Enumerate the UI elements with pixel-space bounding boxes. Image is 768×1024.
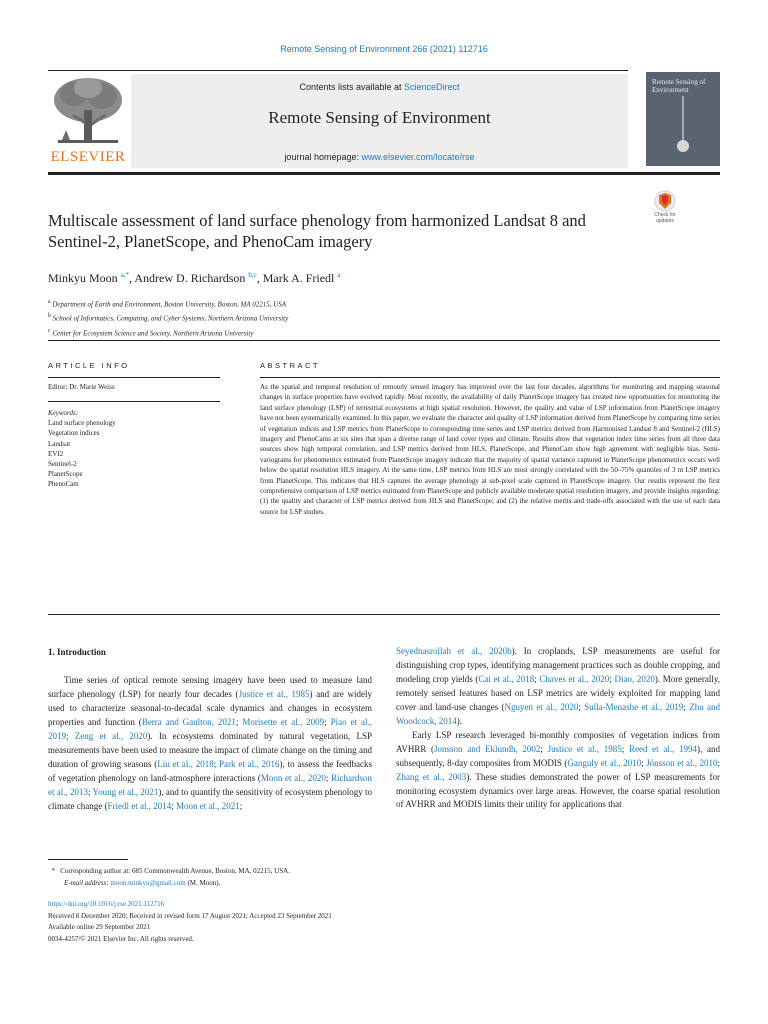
text-run: ), and subsequently, 8-day composites from MODIS ( bbox=[396, 743, 720, 768]
paragraph bbox=[48, 674, 372, 814]
sciencedirect-link[interactable]: ScienceDirect bbox=[404, 82, 460, 92]
contents-line: Contents lists available at ScienceDirect bbox=[299, 82, 460, 92]
footnotes bbox=[48, 865, 290, 889]
publisher-name: ELSEVIER bbox=[50, 149, 126, 165]
text-run: ; bbox=[540, 743, 548, 754]
cover-art-icon bbox=[646, 72, 720, 166]
author-affiliation-marker[interactable]: b,c bbox=[248, 271, 257, 279]
text-run: ; bbox=[641, 757, 647, 768]
citation-link[interactable]: Zhang et al., 2003 bbox=[396, 771, 467, 782]
keyword[interactable]: EVI2 bbox=[48, 449, 64, 458]
affiliation: $^a$ Department of Earth and Environment, Boston University, Boston, MA 02215, USA bbox=[48, 299, 287, 309]
citation-link[interactable]: Friedl et al., 2014 bbox=[107, 800, 172, 811]
author-affiliation-marker[interactable]: a,* bbox=[120, 271, 130, 279]
text-run: ; bbox=[717, 757, 720, 768]
abstract-rule bbox=[260, 377, 720, 378]
publication-info bbox=[48, 899, 332, 945]
section-heading-introduction: 1. Introduction bbox=[48, 647, 106, 657]
citation-link[interactable]: Reed et al., 1994 bbox=[628, 743, 698, 754]
email-link[interactable]: moon.minkyu@gmail.com bbox=[110, 879, 186, 887]
text-run: ). In croplands, LSP measurements are useful for distinguishing crop types, identifying management practices such as double cropping, and modeling crop yields ( bbox=[396, 646, 720, 684]
keyword[interactable]: PlanetScope bbox=[48, 470, 83, 479]
affiliation-list bbox=[48, 296, 288, 339]
text-run: Time series of optical remote sensing imagery have been used to measure land surface phenology (LSP) for nearly four decades ( bbox=[48, 674, 372, 699]
author-name[interactable]: Andrew D. Richardson bbox=[134, 271, 246, 285]
cover-title: Remote Sensing of Environment bbox=[652, 78, 706, 94]
keywords-block bbox=[48, 408, 116, 490]
citation-link[interactable]: Moon et al., 2021 bbox=[175, 800, 240, 811]
citation-link[interactable]: Justice et al., 1985 bbox=[238, 688, 310, 699]
journal-citation[interactable]: Remote Sensing of Environment 266 (2021) 112716 bbox=[280, 44, 488, 54]
citation-link[interactable]: Seyednasrollah et al., 2020b bbox=[396, 646, 512, 656]
author-affiliation-marker[interactable]: a bbox=[337, 271, 341, 279]
citation-link[interactable]: Jonsson and Eklundh, 2002 bbox=[434, 743, 541, 754]
keyword[interactable]: Sentinel-2 bbox=[48, 460, 77, 469]
text-run: ; bbox=[235, 716, 243, 727]
citation-link[interactable]: Sulla-Menashe et al., 2019 bbox=[584, 701, 684, 712]
citation-link[interactable]: Zeng et al., 2020 bbox=[74, 730, 148, 741]
text-run: ; bbox=[325, 772, 331, 783]
author-name[interactable]: Minkyu Moon bbox=[48, 271, 118, 285]
keyword[interactable]: Vegetation indices bbox=[48, 429, 100, 438]
text-run: ). These studies demonstrated the power of LSP measurements for monitoring ecosystem dynamics over large areas. However, the coarse spatial resolution of AVHRR and MODIS limits their utility for applications that bbox=[396, 771, 720, 810]
keyword[interactable]: PhenoCam bbox=[48, 480, 79, 489]
check-for-updates-badge[interactable] bbox=[648, 190, 682, 232]
citation-link[interactable]: Park et al., 2016 bbox=[219, 758, 280, 769]
citation-link[interactable]: Zhu and Woodcock, 2014 bbox=[396, 701, 720, 726]
text-run: ; bbox=[239, 800, 243, 811]
paragraph bbox=[396, 645, 720, 729]
citation-link[interactable]: Chaves et al., 2020 bbox=[539, 673, 610, 684]
text-run: ; bbox=[171, 800, 176, 811]
doi-link[interactable]: https://doi.org/10.1016/j.rse.2021.112716 bbox=[48, 900, 165, 908]
header-top-rule bbox=[48, 70, 628, 71]
abstract-label: ABSTRACT bbox=[260, 361, 321, 370]
text-run: ). bbox=[456, 715, 463, 726]
citation-link[interactable]: Ganguly et al., 2010 bbox=[567, 757, 642, 768]
article-title: Multiscale assessment of land surface phenology from harmonized Landsat 8 and Sentinel-2, PlanetScope, and PhenoCam imagery bbox=[48, 211, 586, 251]
citation-link[interactable]: Cai et al., 2018 bbox=[478, 673, 535, 684]
citation-link[interactable]: Berra and Gaulton, 2021 bbox=[141, 716, 236, 727]
keyword[interactable]: Land surface phenology bbox=[48, 419, 116, 428]
text-run: ; bbox=[534, 673, 540, 684]
abstract-text: As the spatial and temporal resolution of remotely sensed imagery has improved over the last four decades, algorithms for monitoring and mapping seasonal changes in surface properties have evolved rapidly. Most recently, the availability of daily PlanetScope imagery has created new opportunities for monitoring the land surface phenology (LSP) of terrestrial ecosystems at high spatial resolution. However, the quality and value of LSP information from PlanetScope imagery have not been systematically examined. In this paper, we evaluate the character and quality of LSP information derived from PlanetScope by comparing time series of vegetation indices and LSP metrics from PlanetScope to corresponding time series and LSP metrics derived from Harmonised Landsat 8 and Sentinel-2 (HLS) imagery and PhenoCams at six sites that span a diverse range of land cover types and climate. Results show that vegetation index time series from all three data sources show high temporal correlation, and LSP metrics derived from HLS, PlanetScope, and PhenoCam show high agreement with negligible bias. Semi-variograms for phenometrics estimated from PlanetScope imagery indicate that the majority of spatial variance captured in PlanetScope phenometrics occurs well below the spatial resolution HLS imagery. At the same time, LSP metrics from HLS are most strongly correlated with the 50–75% quantiles of 3 m LSP metrics from PlanetScope. This indicates that HLS captures the average phenology at sub-pixel scale captured in PlanetScope imagery. Our results represent the first comprehensive comparison of LSP metrics estimated from PlanetScope and publicly available moderate spatial resolution imagery, and provide insights regarding: (1) the quality and character of LSP metrics derived from HLS and PlanetScope; and (2) the relative merits and trade-offs associated with the use of each data source for LSP studies. bbox=[260, 383, 720, 516]
affiliation: $^b$ School of Informatics, Computing, and Cyber Systems, Northern Arizona University bbox=[48, 313, 289, 323]
article-info-rule bbox=[48, 377, 220, 378]
badge-text: Check for updates bbox=[654, 212, 676, 224]
affiliation: $^c$ Center for Ecosystem Science and Society, Northern Arizona University bbox=[48, 327, 254, 337]
author-list: Minkyu Moon $^{a,*}$, Andrew D. Richardson $^{b,c}$, Mark A. Friedl $^a$ bbox=[48, 271, 341, 285]
citation-link[interactable]: Piao et al., 2019 bbox=[48, 716, 372, 741]
text-run: ; bbox=[621, 743, 629, 754]
keyword[interactable]: Landsat bbox=[48, 439, 71, 448]
article-info-label: ARTICLE INFO bbox=[48, 361, 130, 370]
text-run: ; bbox=[88, 786, 93, 797]
journal-name: Remote Sensing of Environment bbox=[268, 108, 491, 127]
elsevier-logo[interactable] bbox=[48, 74, 128, 166]
homepage-link[interactable]: www.elsevier.com/locate/rse bbox=[361, 152, 475, 162]
journal-homepage: journal homepage: www.elsevier.com/locate/rse bbox=[284, 152, 475, 162]
online-date: Available online 29 September 2021 bbox=[48, 923, 151, 931]
section-divider bbox=[48, 340, 720, 341]
text-run: ; bbox=[578, 701, 585, 712]
header-bottom-rule bbox=[48, 172, 720, 175]
text-run: ), to assess the feedbacks of vegetation phenology on land-atmosphere interactions ( bbox=[48, 758, 372, 783]
text-run: ; bbox=[213, 758, 220, 769]
citation-link[interactable]: Diao, 2020 bbox=[614, 673, 655, 684]
journal-banner bbox=[131, 74, 628, 168]
body-column-left bbox=[48, 646, 372, 813]
citation-link[interactable]: Richardson et al., 2013 bbox=[48, 772, 372, 797]
author-name[interactable]: Mark A. Friedl bbox=[262, 271, 335, 285]
citation-link[interactable]: Morisette et al., 2009 bbox=[242, 716, 325, 727]
copyright: 0034-4257/© 2021 Elsevier Inc. All rights reserved. bbox=[48, 934, 194, 943]
text-run: ; bbox=[683, 701, 690, 712]
text-run: ; bbox=[609, 673, 615, 684]
received-dates: Received 8 December 2020; Received in revised form 17 August 2021; Accepted 23 September 2021 bbox=[48, 911, 332, 920]
citation-link[interactable]: Young et al., 2021 bbox=[92, 786, 159, 797]
citation-link[interactable]: Moon et al., 2020 bbox=[260, 772, 326, 783]
editor-rule bbox=[48, 401, 220, 402]
editor-line: Editor: Dr. Marie Weiss bbox=[48, 383, 115, 391]
paragraph bbox=[396, 729, 720, 813]
footnote-rule bbox=[48, 859, 128, 860]
text-run: ). More generally, remotely sensed features based on LSP metrics are widely exploited for mapping land cover and land-use changes ( bbox=[396, 673, 720, 712]
text-run: ), and to quantify the sensitivity of ecosystem phenology to climate change ( bbox=[48, 786, 372, 811]
text-run: ; bbox=[66, 730, 75, 741]
text-run: ). In ecosystems dominated by natural vegetation, LSP measurements have been used to measure the impact of climate change on the timing and duration of growing seasons ( bbox=[48, 730, 372, 769]
citation-link[interactable]: Nguyen et al., 2020 bbox=[504, 701, 579, 712]
text-run: ; bbox=[324, 716, 331, 727]
email-note: E-mail address: moon.minkyu@gmail.com (M. Moon). bbox=[64, 879, 221, 887]
keywords-heading: Keywords: bbox=[48, 409, 79, 417]
corresponding-author-note: * Corresponding author at: 685 Commonwealth Avenue, Boston, MA, 02215, USA. bbox=[48, 867, 290, 875]
citation-link[interactable]: Justice et al., 1985 bbox=[547, 743, 622, 754]
citation-link[interactable]: Jönsson et al., 2010 bbox=[646, 757, 718, 768]
text-run: Early LSP research leveraged bi-monthly composites of vegetation indices from AVHRR ( bbox=[396, 729, 720, 754]
tree-icon bbox=[48, 74, 128, 148]
citation-link[interactable]: Liu et al., 2018 bbox=[157, 758, 214, 769]
abstract-bottom-rule bbox=[48, 614, 720, 615]
text-run: ) and are widely used to characterize seasonal-to-decadal scale dynamics and changes in ecosystem properties and function ( bbox=[48, 688, 372, 727]
body-column-right bbox=[396, 645, 720, 812]
journal-cover[interactable] bbox=[646, 72, 720, 166]
check-updates-icon bbox=[648, 190, 682, 212]
